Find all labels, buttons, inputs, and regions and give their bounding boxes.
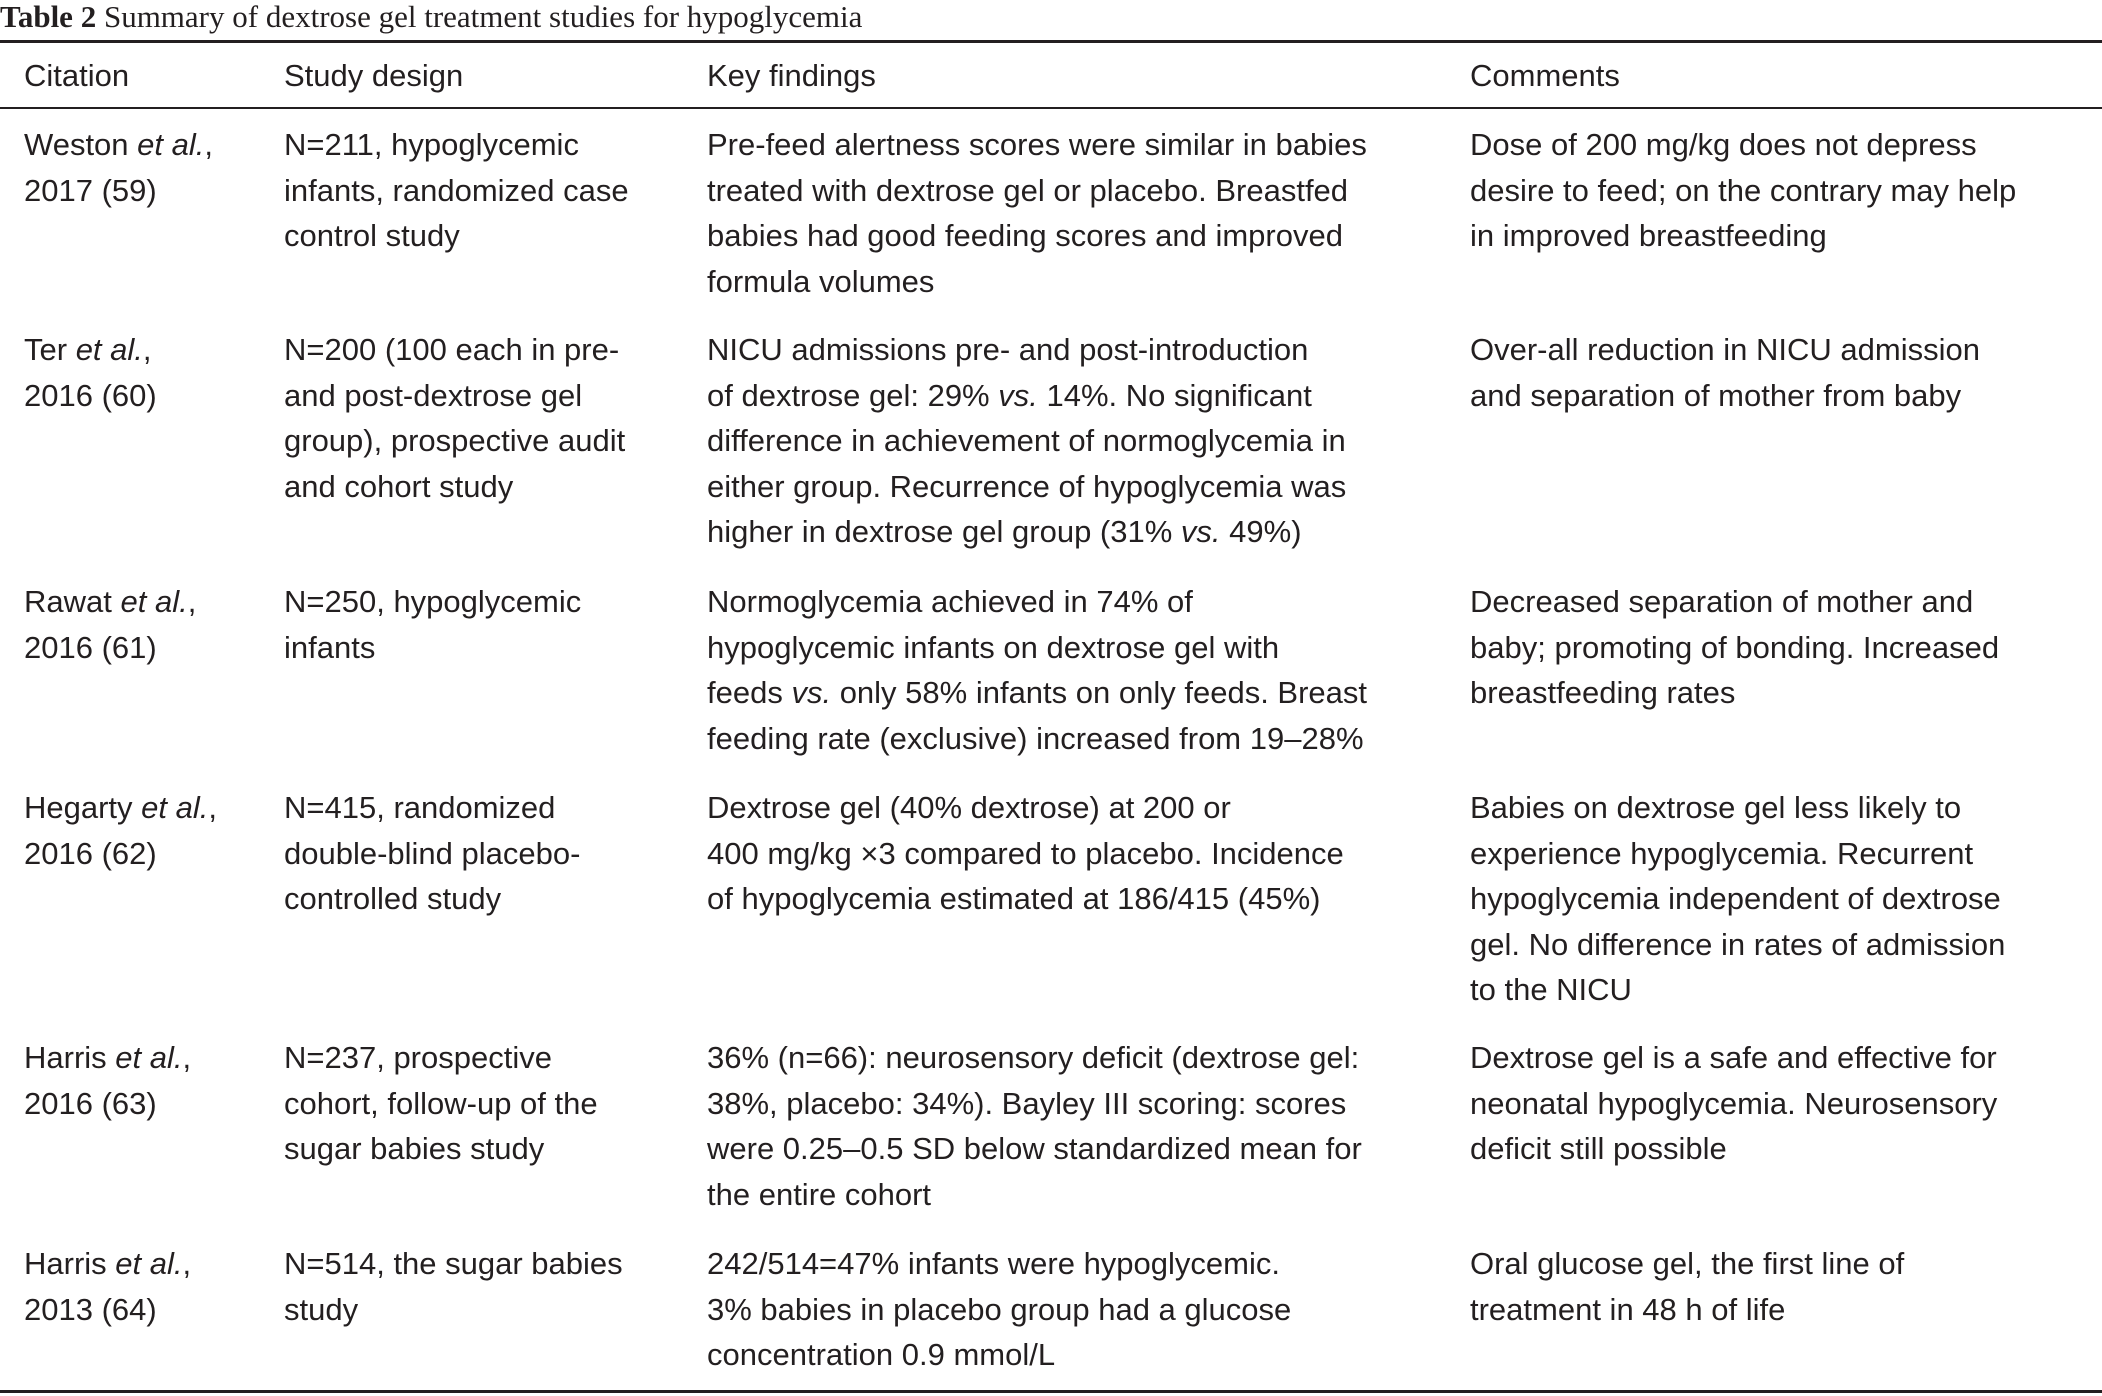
table-caption-label: Table 2	[0, 0, 97, 34]
comments-cell	[1470, 1241, 1904, 1332]
study-design-line: group), prospective audit	[284, 423, 626, 458]
study-design-cell	[284, 1035, 598, 1172]
key-findings-line: feeds vs. only 58% infants on only feeds. Breast	[707, 675, 1368, 710]
key-findings-line: the entire cohort	[707, 1176, 932, 1212]
key-findings-cell	[707, 1035, 1362, 1217]
comments-line: breastfeeding rates	[1470, 675, 1736, 710]
column-header-study-design: Study design	[284, 58, 464, 93]
key-findings-line: 36% (n=66): neurosensory deficit (dextrose gel:	[707, 1040, 1360, 1075]
key-findings-line: of dextrose gel: 29% vs. 14%. No significant	[707, 377, 1312, 413]
citation-cell	[24, 1241, 191, 1332]
key-findings-line: feeding rate (exclusive) increased from 19–28%	[707, 720, 1364, 756]
study-design-line: N=250, hypoglycemic	[284, 584, 582, 619]
comments-line: experience hypoglycemia. Recurrent	[1470, 835, 1974, 871]
citation-line: Hegarty et al.,	[24, 790, 218, 825]
study-design-line: infants	[284, 629, 376, 665]
citation-line: Harris et al.,	[24, 1246, 192, 1281]
comments-cell	[1470, 579, 1999, 716]
comments-cell	[1470, 785, 2005, 1013]
study-design-line: N=514, the sugar babies	[284, 1246, 623, 1281]
key-findings-line: Dextrose gel (40% dextrose) at 200 or	[707, 790, 1231, 825]
table-caption	[0, 0, 2102, 40]
comments-line: neonatal hypoglycemia. Neurosensory	[1470, 1085, 1998, 1121]
key-findings-line: treated with dextrose gel or placebo. Breastfed	[707, 172, 1349, 208]
comments-line: Dextrose gel is a safe and effective for	[1470, 1040, 1997, 1075]
comments-line: Babies on dextrose gel less likely to	[1470, 790, 1962, 825]
study-design-line: double-blind placebo-	[284, 835, 581, 871]
citation-cell	[24, 785, 217, 876]
key-findings-line: 3% babies in placebo group had a glucose	[707, 1291, 1292, 1327]
study-design-line: study	[284, 1291, 359, 1327]
comments-cell	[1470, 327, 1980, 418]
citation-cell	[24, 1035, 191, 1126]
citation-line: Weston et al.,	[24, 127, 213, 162]
comments-cell	[1470, 122, 2016, 259]
citation-cell	[24, 327, 157, 418]
study-design-cell	[284, 327, 625, 509]
citation-cell	[24, 122, 213, 213]
table-caption-text: Summary of dextrose gel treatment studies for hypoglycemia	[103, 0, 863, 34]
comments-cell	[1470, 1035, 1997, 1172]
study-design-cell	[284, 785, 580, 922]
key-findings-line: difference in achievement of normoglycemia in	[707, 423, 1346, 458]
key-findings-line: 242/514=47% infants were hypoglycemic.	[707, 1246, 1280, 1281]
study-design-line: cohort, follow-up of the	[284, 1085, 598, 1121]
citation-line: 2016 (61)	[24, 629, 157, 665]
comments-line: in improved breastfeeding	[1470, 218, 1827, 253]
comments-line: deficit still possible	[1470, 1131, 1727, 1166]
study-design-line: infants, randomized case	[284, 172, 629, 208]
study-design-line: N=200 (100 each in pre-	[284, 332, 620, 367]
study-design-cell	[284, 122, 629, 259]
key-findings-cell	[707, 327, 1346, 555]
comments-line: desire to feed; on the contrary may help	[1470, 172, 2017, 208]
study-design-line: control study	[284, 218, 460, 253]
citation-cell	[24, 579, 196, 670]
citation-line: 2016 (63)	[24, 1085, 157, 1121]
key-findings-line: babies had good feeding scores and improved	[707, 218, 1343, 253]
key-findings-line: of hypoglycemia estimated at 186/415 (45%)	[707, 881, 1321, 916]
key-findings-line: formula volumes	[707, 263, 935, 299]
column-header-comments: Comments	[1470, 58, 1620, 93]
key-findings-line: 400 mg/kg ×3 compared to placebo. Incidence	[707, 835, 1344, 871]
key-findings-line: Pre-feed alertness scores were similar in babies	[707, 127, 1367, 162]
comments-line: baby; promoting of bonding. Increased	[1470, 629, 2000, 665]
column-header-key-findings: Key findings	[707, 58, 876, 93]
study-design-line: and cohort study	[284, 468, 514, 504]
comments-line: Oral glucose gel, the first line of	[1470, 1246, 1905, 1281]
study-design-line: controlled study	[284, 881, 502, 916]
citation-line: 2016 (60)	[24, 377, 157, 413]
comments-line: Dose of 200 mg/kg does not depress	[1470, 127, 1977, 162]
key-findings-cell	[707, 579, 1367, 761]
citation-line: Rawat et al.,	[24, 584, 197, 619]
key-findings-line: either group. Recurrence of hypoglycemia was	[707, 468, 1347, 504]
key-findings-line: concentration 0.9 mmol/L	[707, 1337, 1056, 1372]
study-design-line: N=237, prospective	[284, 1040, 552, 1075]
comments-line: Over-all reduction in NICU admission	[1470, 332, 1980, 367]
comments-line: Decreased separation of mother and	[1470, 584, 1974, 619]
study-design-line: and post-dextrose gel	[284, 377, 583, 413]
table-top-rule	[0, 40, 2102, 43]
comments-line: to the NICU	[1470, 972, 1632, 1007]
comments-line: treatment in 48 h of life	[1470, 1291, 1786, 1327]
study-design-line: N=211, hypoglycemic	[284, 127, 579, 162]
key-findings-line: NICU admissions pre- and post-introduction	[707, 332, 1309, 367]
citation-line: 2013 (64)	[24, 1291, 157, 1327]
study-design-line: N=415, randomized	[284, 790, 556, 825]
key-findings-cell	[707, 1241, 1291, 1378]
key-findings-line: were 0.25–0.5 SD below standardized mean for	[707, 1131, 1362, 1166]
key-findings-line: hypoglycemic infants on dextrose gel with	[707, 629, 1280, 665]
citation-line: 2017 (59)	[24, 172, 157, 208]
table-bottom-rule	[0, 1390, 2102, 1393]
citation-line: Harris et al.,	[24, 1040, 192, 1075]
study-design-line: sugar babies study	[284, 1131, 545, 1166]
key-findings-line: 38%, placebo: 34%). Bayley III scoring: scores	[707, 1085, 1347, 1121]
study-design-cell	[284, 1241, 623, 1332]
key-findings-cell	[707, 122, 1367, 304]
comments-line: and separation of mother from baby	[1470, 377, 1962, 413]
key-findings-line: higher in dextrose gel group (31% vs. 49%)	[707, 514, 1302, 549]
header-rule	[0, 107, 2102, 109]
comments-line: gel. No difference in rates of admission	[1470, 926, 2006, 962]
citation-line: 2016 (62)	[24, 835, 157, 871]
key-findings-cell	[707, 785, 1344, 922]
column-header-citation: Citation	[24, 58, 130, 93]
study-design-cell	[284, 579, 581, 670]
key-findings-line: Normoglycemia achieved in 74% of	[707, 584, 1193, 619]
citation-line: Ter et al.,	[24, 332, 152, 367]
comments-line: hypoglycemia independent of dextrose	[1470, 881, 2001, 916]
